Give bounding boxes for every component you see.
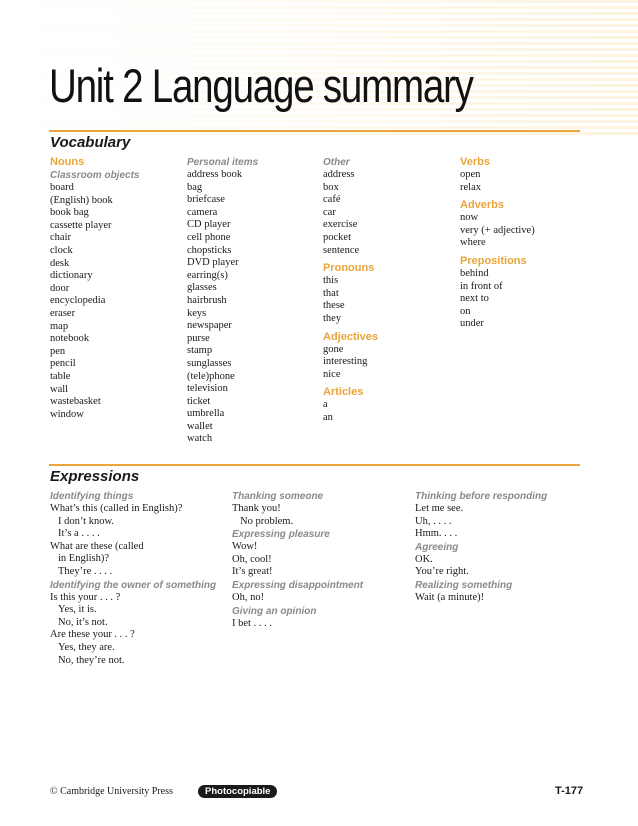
expression-line: I bet . . . .	[232, 617, 272, 629]
expression-line: Oh, cool!	[232, 553, 272, 565]
expression-line: You’re right.	[415, 566, 469, 578]
vocab-item: these	[323, 300, 345, 312]
vocab-item: camera	[187, 206, 218, 218]
vocab-item: address book	[187, 169, 243, 180]
expressions-heading: Expressions	[50, 468, 140, 485]
vocab-item: car	[323, 206, 336, 218]
vocab-item: gone	[323, 343, 344, 355]
expression-response: Yes, it is.	[58, 604, 97, 616]
expression-line: What’s this (called in English)?	[50, 503, 183, 514]
vocab-item: nice	[323, 368, 341, 380]
vocab-item: television	[187, 383, 228, 395]
vocab-item: box	[323, 181, 339, 193]
vocab-item: DVD player	[187, 257, 239, 269]
pronouns-label: Pronouns	[323, 262, 375, 275]
vocab-item: glasses	[187, 282, 217, 294]
expression-response: No problem.	[240, 515, 294, 527]
vocab-item: pencil	[50, 358, 76, 370]
vocab-item: board	[50, 182, 74, 193]
vocab-item: dictionary	[50, 270, 93, 282]
vocab-item: book bag	[50, 207, 89, 219]
vocab-item: briefcase	[187, 194, 225, 206]
vocab-col-personal	[187, 156, 258, 446]
vocab-item: under	[460, 318, 484, 330]
verbs-list	[460, 169, 535, 194]
vocab-item: desk	[50, 257, 70, 269]
vocab-item: stamp	[187, 345, 213, 357]
articles-list	[323, 399, 378, 424]
expression-line: What are these (called	[50, 540, 144, 552]
vocab-item: umbrella	[187, 408, 225, 420]
expression-line: Wow!	[232, 541, 258, 553]
vocab-item: table	[50, 370, 71, 382]
vocab-item: that	[323, 287, 339, 299]
verbs-label: Verbs	[460, 156, 490, 168]
expression-response: No, it’s not.	[58, 616, 108, 628]
vocab-item: clock	[50, 244, 73, 256]
expression-line: Is this your . . . ?	[50, 591, 121, 603]
vocab-item: (English) book	[50, 194, 113, 206]
expression-subheading: Realizing something	[415, 579, 513, 591]
expressions-col-2	[232, 490, 363, 630]
expression-line: Thank you!	[232, 503, 281, 514]
vocab-item: where	[460, 237, 486, 249]
vocab-item: in front of	[460, 280, 503, 292]
vocab-item: notebook	[50, 333, 90, 345]
vocab-item: open	[460, 169, 481, 180]
vocab-item: sunglasses	[187, 357, 232, 369]
vocab-item: ticket	[187, 395, 211, 407]
vocab-item: eraser	[50, 307, 76, 319]
classroom-objects-label: Classroom objects	[50, 170, 140, 181]
page-number: T-177	[555, 785, 584, 797]
vocab-item: cassette player	[50, 219, 112, 231]
vocab-item: CD player	[187, 219, 231, 231]
vocab-item: café	[323, 194, 341, 206]
vocab-item: wall	[50, 383, 69, 395]
other-list	[323, 169, 378, 257]
vocab-item: behind	[460, 267, 489, 279]
vocab-item: door	[50, 282, 70, 294]
vocab-item: keys	[187, 307, 207, 319]
other-label: Other	[323, 157, 350, 168]
vocab-item: (tele)phone	[187, 370, 235, 382]
vocab-item: bag	[187, 181, 203, 193]
vocab-item: purse	[187, 332, 210, 344]
vocab-item: sentence	[323, 244, 360, 256]
vocab-col-verbs	[460, 156, 535, 331]
vocab-item: on	[460, 305, 471, 317]
expression-subheading: Thinking before responding	[415, 491, 548, 502]
classroom-objects-list	[50, 182, 139, 421]
vocab-item: cell phone	[187, 231, 231, 243]
photocopiable-badge: Photocopiable	[198, 785, 277, 798]
vocab-item: newspaper	[187, 320, 232, 332]
vocab-item: next to	[460, 293, 489, 305]
vocab-item: now	[460, 212, 479, 224]
expression-subheading: Thanking someone	[232, 491, 324, 502]
vocab-item: map	[50, 320, 69, 332]
expression-subheading: Expressing disappointment	[232, 579, 364, 591]
expression-subheading: Giving an opinion	[232, 605, 317, 617]
expression-subheading: Agreeing	[415, 541, 459, 553]
vocabulary-heading: Vocabulary	[50, 134, 131, 151]
expression-line: Uh, . . . .	[415, 515, 452, 527]
vocabulary-rule	[49, 130, 580, 132]
vocab-item: address	[323, 169, 355, 180]
vocab-item: relax	[460, 181, 481, 193]
personal-items-list	[187, 169, 258, 446]
adjectives-list	[323, 344, 378, 382]
adverbs-list	[460, 212, 535, 250]
vocab-item: watch	[187, 433, 213, 445]
expressions-rule	[49, 464, 580, 466]
expression-response: It’s a . . . .	[58, 528, 100, 540]
expressions-col-1	[50, 490, 216, 667]
expressions-col-3	[415, 490, 547, 605]
vocab-item: window	[50, 408, 84, 420]
vocab-item: wallet	[187, 420, 213, 432]
vocab-item: encyclopedia	[50, 295, 106, 307]
vocab-item: an	[323, 411, 333, 423]
expression-line: It’s great!	[232, 566, 273, 578]
vocab-col-other	[323, 156, 378, 425]
expression-response: I don’t know.	[58, 515, 114, 527]
vocab-item: pen	[50, 345, 66, 357]
vocab-item: very (+ adjective)	[460, 224, 535, 236]
expression-subheading: Expressing pleasure	[232, 529, 330, 541]
expression-line: Hmm. . . .	[415, 528, 458, 540]
copyright: © Cambridge University Press	[50, 786, 173, 797]
prepositions-list	[460, 268, 535, 331]
expression-subheading: Identifying things	[50, 491, 134, 502]
expression-line: Oh, no!	[232, 591, 265, 603]
vocab-item: earring(s)	[187, 269, 228, 281]
expression-response: in English)?	[58, 553, 110, 565]
vocab-item: they	[323, 312, 342, 324]
vocab-item: pocket	[323, 231, 351, 243]
expression-response: They’re . . . .	[58, 565, 113, 577]
vocab-item: hairbrush	[187, 294, 227, 306]
vocab-item: interesting	[323, 356, 368, 368]
nouns-label: Nouns	[50, 156, 85, 168]
articles-label: Articles	[323, 386, 364, 399]
expression-line: Are these your . . . ?	[50, 629, 135, 641]
expression-line: Let me see.	[415, 503, 464, 514]
expression-line: OK.	[415, 553, 433, 565]
vocab-item: exercise	[323, 219, 358, 231]
prepositions-label: Prepositions	[460, 254, 527, 267]
expression-response: No, they’re not.	[58, 654, 125, 666]
vocab-item: chair	[50, 232, 71, 244]
vocab-item: wastebasket	[50, 396, 101, 408]
page-title: Unit 2 Language summary	[49, 59, 473, 112]
personal-items-label: Personal items	[187, 157, 259, 168]
adverbs-label: Adverbs	[460, 199, 505, 212]
vocab-item: a	[323, 399, 328, 411]
expression-response: Yes, they are.	[58, 641, 115, 653]
vocab-item: this	[323, 275, 339, 287]
pronouns-list	[323, 275, 378, 325]
vocab-col-classroom	[50, 156, 139, 421]
vocab-item: chopsticks	[187, 244, 232, 256]
expression-subheading: Identifying the owner of something	[50, 579, 217, 591]
adjectives-label: Adjectives	[323, 330, 379, 343]
expression-line: Wait (a minute)!	[415, 591, 485, 603]
